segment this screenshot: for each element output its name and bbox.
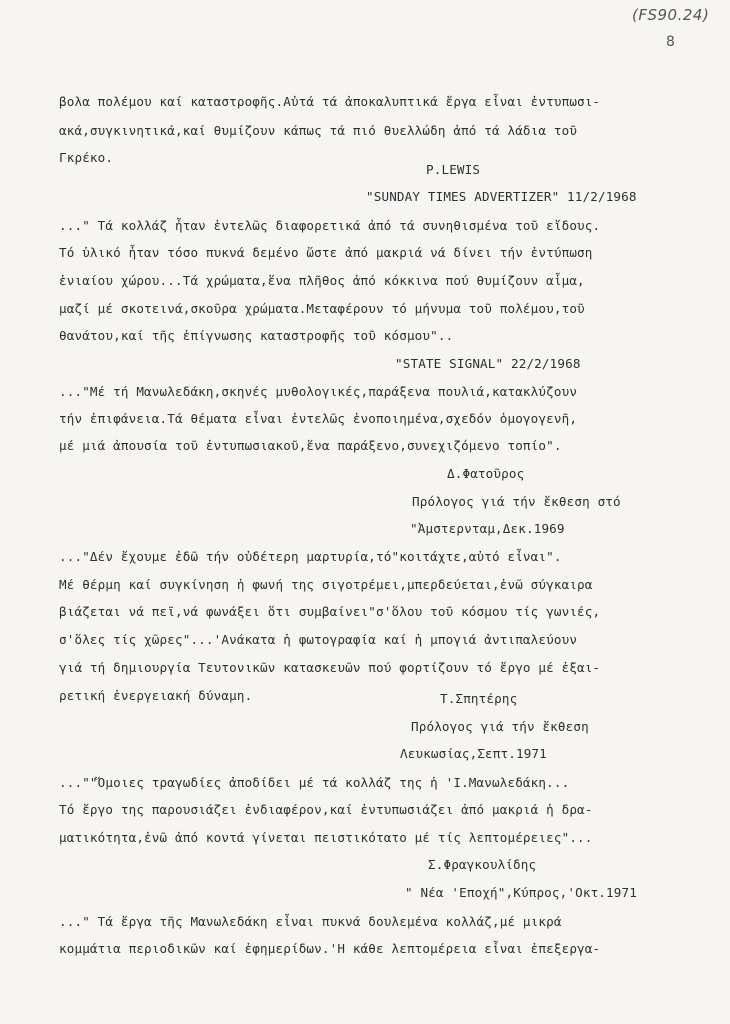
text-line: ἑνιαίου χώρου...Τά χρώματα,ἕνα πλῆθος ἀπό κόκκινα πού θυμίζουν αἷμα, xyxy=(59,273,585,288)
attribution-source: "STATE SIGNAL" 22/2/1968 xyxy=(395,356,581,371)
attribution-author: Τ.Σπητέρης xyxy=(440,691,518,706)
text-line: Τό ὑλικό ἦταν τόσο πυκνά δεμένο ὥστε ἀπό μακριά νά δίνει τήν ἐντύπωση xyxy=(59,245,593,260)
text-line: Μέ θέρμη καί συγκίνηση ἡ φωνή της σιγοτρέμει,μπερδεύεται,ἐνῶ σύγκαιρα xyxy=(59,577,593,592)
text-line: μαζί μέ σκοτεινά,σκοῦρα χρώματα.Μεταφέρουν τό μήνυμα τοῦ πολέμου,τοῦ xyxy=(59,301,585,316)
text-line: γιά τή δημιουργία Τευτονικῶν κατασκευῶν πού φορτίζουν τό ἔργο μέ ἐξαι- xyxy=(59,660,601,675)
text-line: ..." Τά κολλάζ ἦταν ἐντελῶς διαφορετικά ἀπό τά συνηθισμένα τοῦ εἴδους. xyxy=(59,218,601,233)
attribution-source: Πρόλογος γιά τήν ἔκθεση xyxy=(411,719,589,734)
attribution-author: P.LEWIS xyxy=(426,162,481,177)
text-line: ..."Δέν ἔχουμε ἐδῶ τήν οὐδέτερη μαρτυρία,τό"κοιτάχτε,αὐτό εἶναι". xyxy=(59,549,562,564)
text-line: ...""Ὅμοιες τραγωδίες ἀποδίδει μέ τά κολλάζ της ἡ 'Ι.Μανωλεδάκη... xyxy=(59,775,570,790)
text-line: βιάζεται νά πεῖ,νά φωνάξει ὅτι συμβαίνει"σ'ὅλου τοῦ κόσμου τίς γωνιές, xyxy=(59,604,601,619)
text-line: θανάτου,καί τῆς ἐπίγνωσης καταστροφῆς τοῦ κόσμου".. xyxy=(59,328,454,343)
text-line: ακά,συγκινητικά,καί θυμίζουν κάπως τά πιό θυελλώδη ἀπό τά λάδια τοῦ xyxy=(59,123,578,138)
text-line: μέ μιά ἀπουσία τοῦ ἐντυπωσιακοῦ,ἕνα παράξενο,συνεχιζόμενο τοπίο". xyxy=(59,438,562,453)
handwritten-archive-note: (FS90.24) xyxy=(632,6,710,24)
attribution-author: Σ.Φραγκουλίδης xyxy=(428,857,537,872)
attribution-source: Λευκωσίας,Σεπτ.1971 xyxy=(400,746,547,761)
text-line: κομμάτια περιοδικῶν καί ἐφημερίδων.'Η κάθε λεπτομέρεια εἶναι ἐπεξεργα- xyxy=(59,941,601,956)
text-line: σ'ὅλες τίς χῶρες"...'Ανάκατα ἡ φωτογραφία καί ἡ μπογιά ἀντιπαλεύουν xyxy=(59,632,578,647)
text-line: ..."Μέ τή Μανωλεδάκη,σκηνές μυθολογικές,παράξενα πουλιά,κατακλύζουν xyxy=(59,384,578,399)
attribution-author: Δ.Φατοῦρος xyxy=(447,466,525,481)
attribution-source: "SUNDAY TIMES ADVERTIZER" 11/2/1968 xyxy=(366,189,637,204)
text-line: ματικότητα,ἐνῶ ἀπό κοντά γίνεται πειστικότατο μέ τίς λεπτομέρειες"... xyxy=(59,830,593,845)
text-line: Τό ἔργο της παρουσιάζει ἐνδιαφέρον,καί ἐντυπωσιάζει ἀπό μακριά ἡ δρα- xyxy=(59,802,593,817)
text-line: ρετική ἐνεργειακή δύναμη. xyxy=(59,688,253,703)
text-line: τήν ἐπιφάνεια.Τά θέματα εἶναι ἐντελῶς ἑνοποιημένα,σχεδόν ὁμογογενῆ, xyxy=(59,411,578,426)
text-line: βολα πολέμου καί καταστροφῆς.Αὐτά τά ἀποκαλυπτικά ἔργα εἶναι ἐντυπωσι- xyxy=(59,94,601,109)
attribution-source: Πρόλογος γιά τήν ἔκθεση στό xyxy=(412,494,621,509)
attribution-source: "Ἀμστερνταμ,Δεκ.1969 xyxy=(410,521,565,536)
page-number: 8 xyxy=(666,34,675,50)
attribution-source: " Νέα 'Εποχή",Κύπρος,'Οκτ.1971 xyxy=(405,885,637,900)
text-line: Γκρέκο. xyxy=(59,150,114,165)
text-line: ..." Τά ἔργα τῆς Μανωλεδάκη εἶναι πυκνά δουλεμένα κολλάζ,μέ μικρά xyxy=(59,914,562,929)
